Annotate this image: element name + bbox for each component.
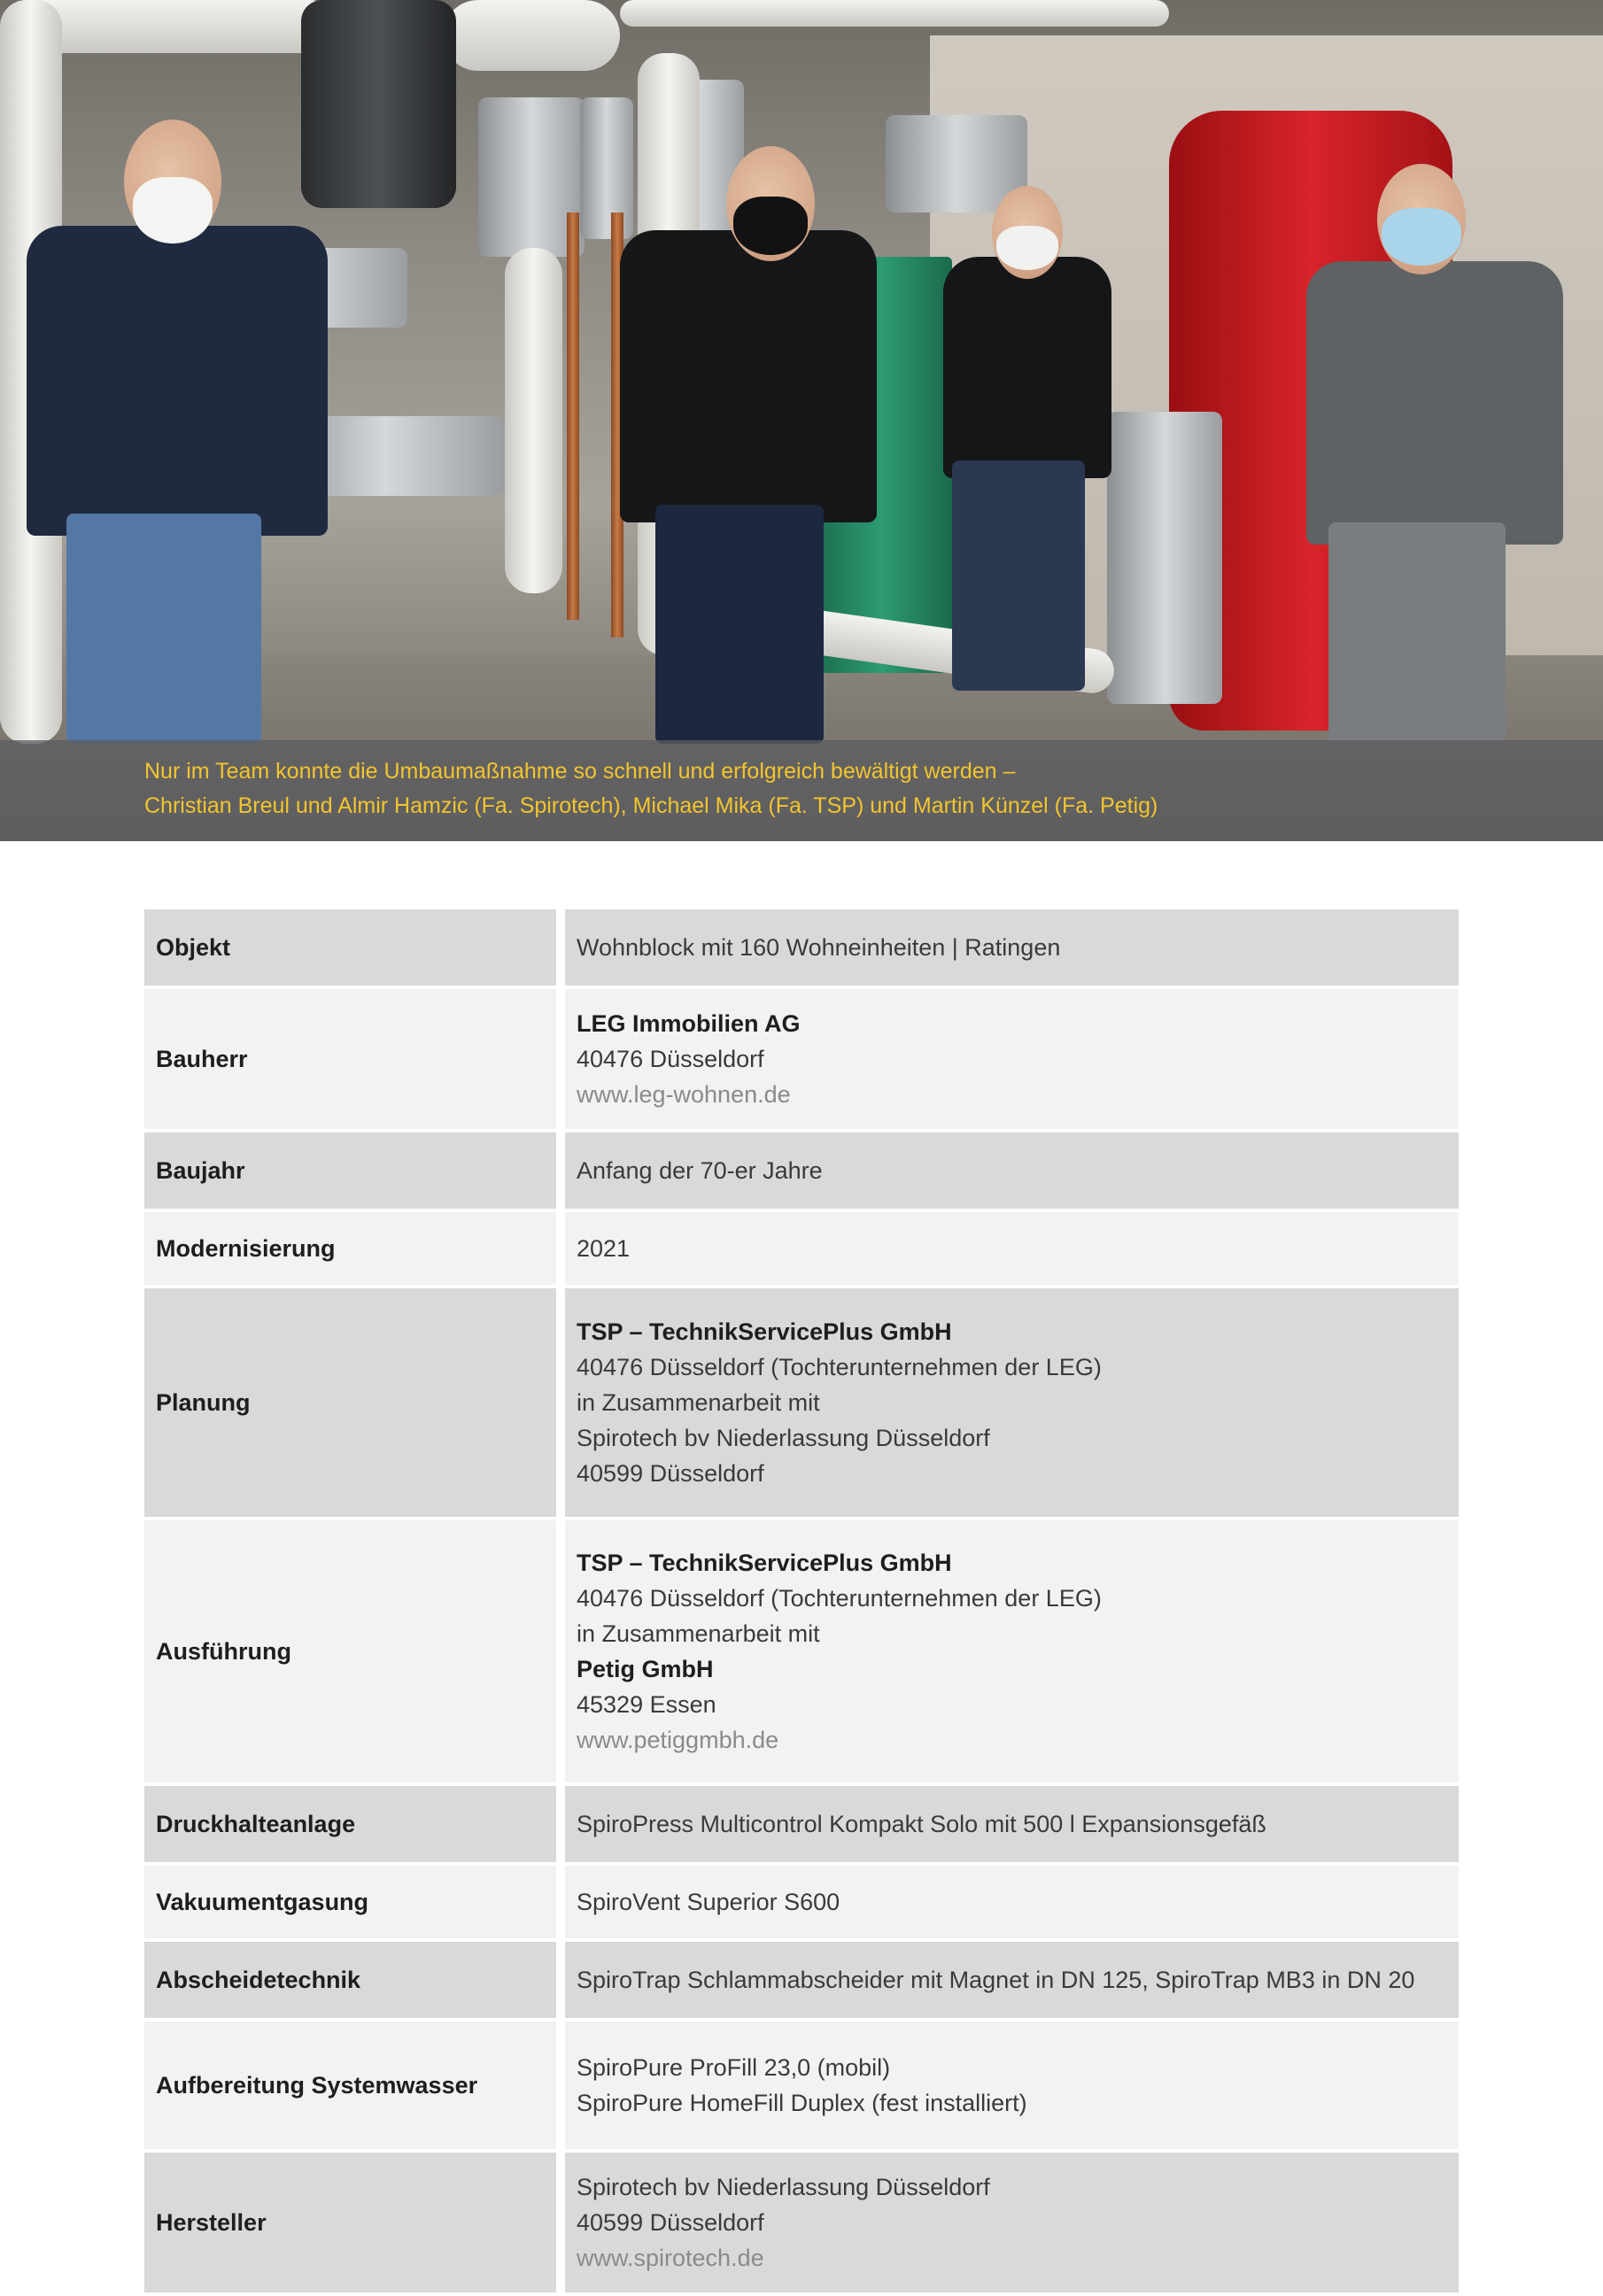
caption-line-2: Christian Breul und Almir Hamzic (Fa. Spirotech), Michael Mika (Fa. TSP) und Martin Künzel (Fa. Petig) bbox=[144, 793, 1158, 818]
project-info-table bbox=[144, 909, 1459, 2296]
value-line: 40599 Düsseldorf bbox=[577, 1460, 764, 1487]
row-label: Vakuumentgasung bbox=[144, 1866, 556, 1938]
value-line: TSP – TechnikServicePlus GmbH bbox=[577, 1550, 952, 1576]
photo-cabinet bbox=[1107, 412, 1222, 704]
row-label: Ausführung bbox=[144, 1520, 556, 1782]
table-row bbox=[144, 1942, 1459, 2022]
row-label: Hersteller bbox=[144, 2153, 556, 2292]
value-line: Petig GmbH bbox=[577, 1656, 714, 1682]
value-line: SpiroPure ProFill 23,0 (mobil) bbox=[577, 2054, 891, 2081]
row-label: Baujahr bbox=[144, 1133, 556, 1209]
website-link[interactable]: www.leg-wohnen.de bbox=[577, 1081, 791, 1108]
photo-tank bbox=[301, 0, 456, 208]
row-value bbox=[565, 1520, 1459, 1782]
table-row bbox=[144, 1520, 1459, 1786]
table-row bbox=[144, 1866, 1459, 1942]
value-line: 40476 Düsseldorf (Tochterunternehmen der LEG) bbox=[577, 1354, 1102, 1380]
row-value bbox=[565, 909, 1459, 986]
row-value bbox=[565, 1288, 1459, 1517]
value-line: 40476 Düsseldorf bbox=[577, 1046, 764, 1072]
table-row bbox=[144, 989, 1459, 1133]
value-line: 40476 Düsseldorf (Tochterunternehmen der LEG) bbox=[577, 1585, 1102, 1612]
table-row bbox=[144, 1133, 1459, 1212]
table-row bbox=[144, 2153, 1459, 2296]
row-label: Planung bbox=[144, 1288, 556, 1517]
photo-caption bbox=[0, 740, 1603, 841]
row-value bbox=[565, 2153, 1459, 2292]
value-line: SpiroPress Multicontrol Kompakt Solo mit 500 l Expansionsgefäß bbox=[577, 1811, 1266, 1837]
row-label: Modernisierung bbox=[144, 1212, 556, 1285]
website-link[interactable]: www.petiggmbh.de bbox=[577, 1727, 779, 1753]
value-line: Wohnblock mit 160 Wohneinheiten | Ratingen bbox=[577, 934, 1061, 961]
row-value bbox=[565, 1212, 1459, 1285]
value-line: Spirotech bv Niederlassung Düsseldorf bbox=[577, 1425, 990, 1451]
value-line: in Zusammenarbeit mit bbox=[577, 1389, 820, 1416]
value-line: SpiroTrap Schlammabscheider mit Magnet in DN 125, SpiroTrap MB3 in DN 20 bbox=[577, 1967, 1415, 1993]
website-link[interactable]: www.spirotech.de bbox=[577, 2245, 764, 2271]
row-label: Druckhalteanlage bbox=[144, 1786, 556, 1862]
value-line: SpiroVent Superior S600 bbox=[577, 1889, 840, 1915]
row-value bbox=[565, 989, 1459, 1129]
value-line: TSP – TechnikServicePlus GmbH bbox=[577, 1318, 952, 1345]
photo-copper-pipe bbox=[567, 213, 579, 620]
row-label: Bauherr bbox=[144, 989, 556, 1129]
table-row bbox=[144, 2022, 1459, 2153]
caption-line-1: Nur im Team konnte die Umbaumaßnahme so schnell und erfolgreich bewältigt werden – bbox=[144, 759, 1016, 784]
row-value bbox=[565, 1786, 1459, 1862]
photo-tank bbox=[580, 97, 633, 239]
table-row bbox=[144, 909, 1459, 989]
table-row bbox=[144, 1212, 1459, 1288]
value-line: Anfang der 70-er Jahre bbox=[577, 1157, 823, 1184]
value-line: in Zusammenarbeit mit bbox=[577, 1620, 820, 1647]
value-line: 45329 Essen bbox=[577, 1691, 716, 1718]
photo-pipe bbox=[620, 0, 1169, 27]
value-line: SpiroPure HomeFill Duplex (fest installiert) bbox=[577, 2090, 1027, 2116]
photo-pipe bbox=[505, 248, 562, 593]
row-value bbox=[565, 1942, 1459, 2018]
row-value bbox=[565, 1866, 1459, 1938]
table-row bbox=[144, 1288, 1459, 1520]
row-label: Abscheidetechnik bbox=[144, 1942, 556, 2018]
row-value bbox=[565, 1133, 1459, 1209]
row-label: Objekt bbox=[144, 909, 556, 986]
value-line: 2021 bbox=[577, 1235, 631, 1262]
row-value bbox=[565, 2022, 1459, 2149]
row-label: Aufbereitung Systemwasser bbox=[144, 2022, 556, 2149]
team-photo bbox=[0, 0, 1603, 841]
value-line: LEG Immobilien AG bbox=[577, 1010, 801, 1037]
value-line: 40599 Düsseldorf bbox=[577, 2209, 764, 2236]
photo-pipe bbox=[443, 0, 620, 71]
table-row bbox=[144, 1786, 1459, 1866]
value-line: Spirotech bv Niederlassung Düsseldorf bbox=[577, 2174, 990, 2200]
